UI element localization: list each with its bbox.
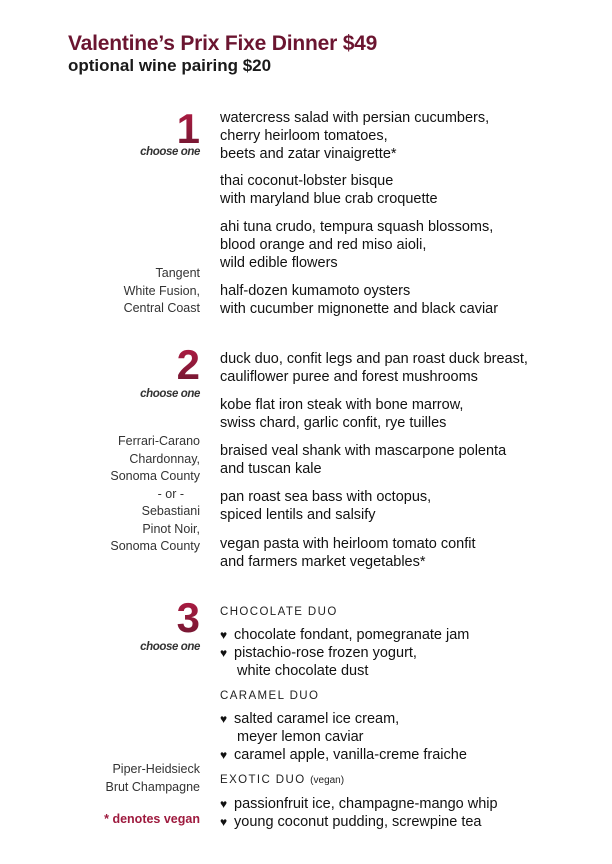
item-line: cauliflower puree and forest mushrooms — [220, 369, 478, 385]
heart-icon: ♥ — [220, 815, 228, 829]
bullet-text: young coconut pudding, screwpine tea — [234, 814, 482, 830]
item-line: duck duo, confit legs and pan roast duck breast, — [220, 351, 528, 367]
dessert-bullet — [220, 746, 467, 764]
dessert-title-text: CARAMEL DUO — [220, 690, 320, 702]
dessert-caramel-duo — [220, 688, 467, 764]
heart-icon: ♥ — [220, 712, 228, 726]
item-line: wild edible flowers — [220, 255, 338, 271]
course-2-choose-label: choose one — [140, 388, 200, 400]
heart-icon: ♥ — [220, 628, 228, 642]
wine-line: Central Coast — [123, 301, 200, 315]
menu-item — [220, 350, 528, 386]
wine-line: Ferrari-Carano — [118, 434, 200, 448]
item-line: pan roast sea bass with octopus, — [220, 489, 432, 505]
menu-item — [220, 488, 431, 524]
dessert-bullet-continuation — [220, 662, 469, 680]
course-1-wine-pairing — [124, 265, 200, 318]
item-line: braised veal shank with mascarpone polenta — [220, 443, 507, 459]
dessert-title-text: CHOCOLATE DUO — [220, 606, 338, 618]
menu-item — [220, 218, 493, 272]
vegan-tag: (vegan) — [310, 775, 345, 786]
course-3-number: 3 — [160, 597, 200, 639]
dessert-bullet — [220, 795, 498, 813]
item-line: with maryland blue crab croquette — [220, 191, 438, 207]
item-line: thai coconut-lobster bisque — [220, 173, 394, 189]
item-line: with cucumber mignonette and black caviar — [220, 301, 499, 317]
heart-icon: ♥ — [220, 797, 228, 811]
dessert-title-text: EXOTIC DUO — [220, 774, 306, 786]
dessert-title — [220, 604, 469, 620]
page-title: Valentine’s Prix Fixe Dinner $49 — [68, 32, 378, 55]
menu-item — [220, 535, 476, 571]
course-3-wine-pairing — [105, 761, 200, 796]
dessert-bullet — [220, 813, 498, 831]
item-line: ahi tuna crudo, tempura squash blossoms, — [220, 219, 494, 235]
wine-or-separator: - or - — [157, 486, 184, 501]
wine-line: Chardonnay, — [129, 451, 200, 466]
dessert-bullet — [220, 710, 467, 728]
menu-header — [68, 32, 377, 76]
dessert-title — [220, 772, 498, 789]
course-1-choose-label: choose one — [140, 146, 200, 158]
wine-line: Tangent — [155, 266, 200, 280]
heart-icon: ♥ — [220, 646, 228, 660]
item-line: and farmers market vegetables* — [220, 554, 426, 570]
wine-pairing-subtitle: optional wine pairing $20 — [68, 56, 272, 75]
item-line: watercress salad with persian cucumbers, — [220, 110, 490, 126]
dessert-bullet — [220, 644, 469, 662]
wine-line: Brut Champagne — [105, 779, 200, 794]
item-line: spiced lentils and salsify — [220, 507, 376, 523]
wine-line: Piper-Heidsieck — [112, 762, 200, 776]
menu-item — [220, 172, 438, 208]
course-2-wine-pairing — [110, 433, 200, 556]
dessert-bullet — [220, 626, 469, 644]
menu-item — [220, 282, 498, 318]
bullet-text: passionfruit ice, champagne-mango whip — [234, 796, 498, 812]
menu-item — [220, 396, 463, 432]
wine-line: Sonoma County — [110, 469, 200, 483]
dessert-chocolate-duo — [220, 604, 469, 680]
bullet-text: caramel apple, vanilla-creme fraiche — [234, 747, 467, 763]
vegan-footnote: * denotes vegan — [104, 812, 200, 826]
bullet-text: pistachio-rose frozen yogurt, — [234, 645, 417, 661]
item-line: and tuscan kale — [220, 461, 322, 477]
item-line: kobe flat iron steak with bone marrow, — [220, 397, 464, 413]
heart-icon: ♥ — [220, 748, 228, 762]
dessert-bullet-continuation — [220, 728, 467, 746]
dessert-exotic-duo — [220, 772, 498, 831]
bullet-text: salted caramel ice cream, — [234, 711, 400, 727]
wine-line: Sebastiani — [141, 504, 200, 518]
item-line: cherry heirloom tomatoes, — [220, 128, 388, 144]
item-line: vegan pasta with heirloom tomato confit — [220, 536, 476, 552]
bullet-text: chocolate fondant, pomegranate jam — [234, 627, 470, 643]
bullet-text: meyer lemon caviar — [237, 729, 364, 745]
menu-item — [220, 109, 489, 163]
item-line: beets and zatar vinaigrette* — [220, 146, 397, 162]
wine-line: Sonoma County — [110, 539, 200, 553]
wine-line: Pinot Noir, — [142, 521, 200, 536]
course-2-number: 2 — [160, 344, 200, 386]
bullet-text: white chocolate dust — [237, 663, 369, 679]
course-1-number: 1 — [160, 108, 200, 150]
course-3-choose-label: choose one — [140, 641, 200, 653]
menu-item — [220, 442, 506, 478]
wine-line: White Fusion, — [123, 283, 200, 298]
item-line: swiss chard, garlic confit, rye tuilles — [220, 415, 447, 431]
item-line: blood orange and red miso aioli, — [220, 237, 427, 253]
dessert-title — [220, 688, 467, 704]
item-line: half-dozen kumamoto oysters — [220, 283, 411, 299]
